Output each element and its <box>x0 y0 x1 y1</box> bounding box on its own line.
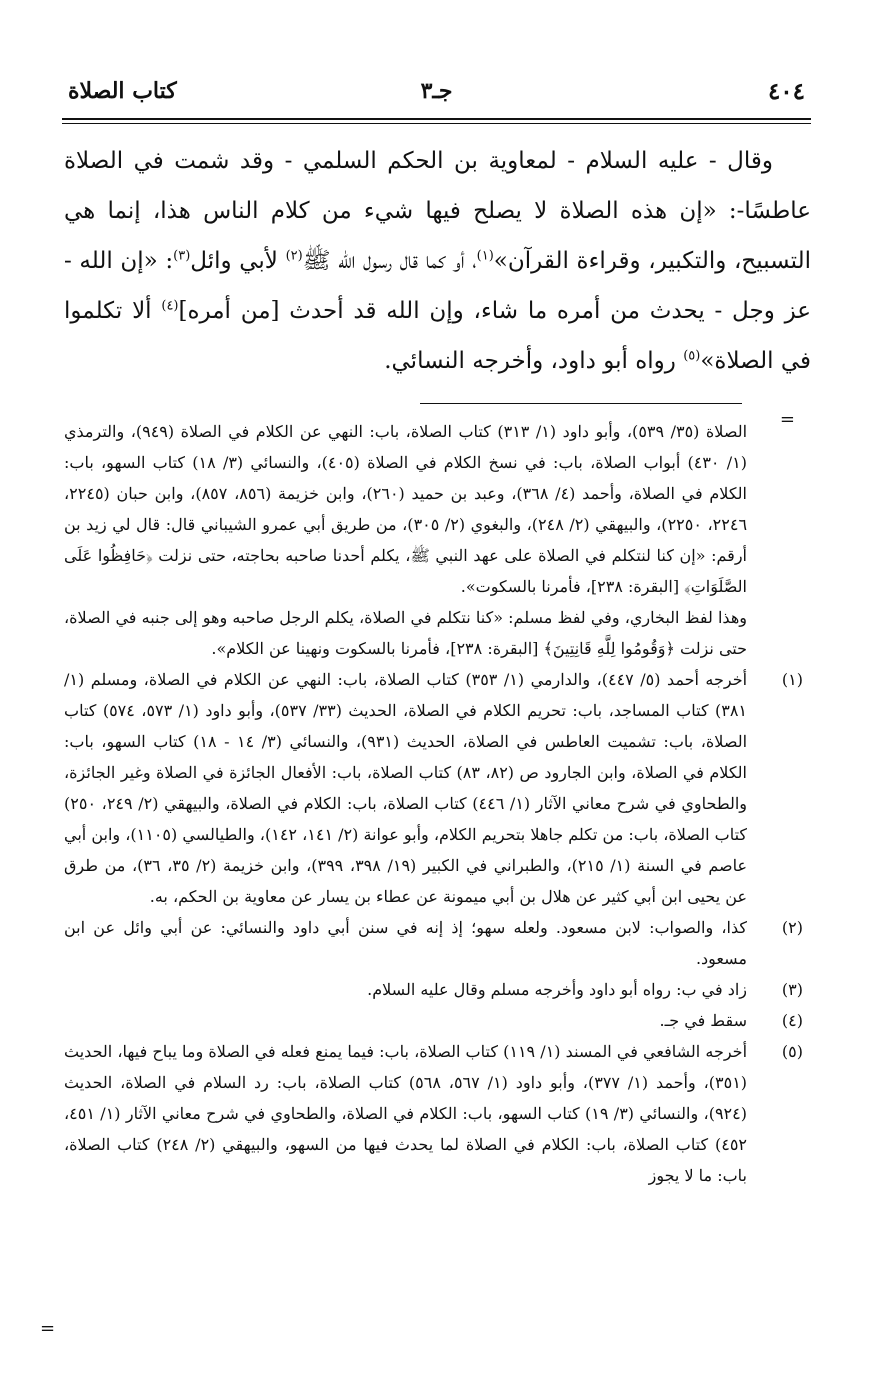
footnote-ref: (٤) <box>161 298 179 314</box>
header-rule-thin <box>62 123 811 124</box>
footnote-item <box>64 664 811 912</box>
continuation-mark: = <box>779 409 795 430</box>
main-text <box>64 136 811 386</box>
header-rule <box>62 118 811 120</box>
main-text-segment: ، أو كما قال رسول الله ﷺ <box>302 248 477 274</box>
footnote-number: (٣) <box>781 980 803 999</box>
footnote-ref: (٥) <box>683 348 701 364</box>
footnote-number: (٤) <box>781 1011 803 1030</box>
footnote-number: (٥) <box>781 1042 803 1061</box>
footnote-separator <box>420 403 742 404</box>
chapter-title: كتاب الصلاة <box>68 78 177 104</box>
main-text-segment: ألا تكلموا في الصلاة» <box>64 298 811 374</box>
main-text-segment: : «إن الله - عز وجل - يحدث من أمره ما شاء، وإن الله قد أحدث [من أمره] <box>64 248 811 324</box>
footnote-item <box>64 1036 811 1191</box>
footnote-item <box>64 1005 811 1036</box>
volume-label: جـ٣ <box>420 78 453 104</box>
main-text-segment: لأبي وائل <box>190 248 286 274</box>
footnote-continuation <box>64 416 747 664</box>
footnote-ref: (٢) <box>285 248 303 264</box>
main-text-segment: رواه أبو داود، وأخرجه النسائي. <box>384 348 684 374</box>
footnote-ref: (١) <box>476 248 494 264</box>
footnotes <box>64 416 811 1336</box>
footnote-item <box>64 912 811 974</box>
footnote-text: أخرجه أحمد (٥/ ٤٤٧)، والدارمي (١/ ٣٥٣) كتاب الصلاة، باب: النهي عن الكلام في الصلاة، ومسلم (١/ ٣٨١) كتاب المساجد، باب: تحريم الكلام في الصلاة، الحديث (٣٣/ ٥٣٧)، وأبو داود (١/ ٥٧٣، ٥٧٤) كتاب الصلاة، باب: تشميت العاطس في الصلاة، الحديث (٩٣١)، والنسائي (٣/ ١٤ - ١٨) كتاب السهو، باب: الكلام في الصلاة، وابن الجارود ص (٨٢، ٨٣) كتاب الصلاة، باب: الأفعال الجائزة في الصلاة وغير الجائزة، والطحاوي في شرح معاني الآثار (١/ ٤٤٦) كتاب الصلاة، باب: الكلام في الصلاة، والبيهقي (٢/ ٢٤٩، ٢٥٠) كتاب الصلاة، باب: من تكلم جاهلا بتحريم الكلام، وأبو عوانة (٢/ ١٤١، ١٤٢)، والطيالسي (١١٠٥)، وابن أبي عاصم في السنة (١/ ٢١٥)، والطبراني في الكبير (١٩/ ٣٩٨، ٣٩٩)، وابن خزيمة (٢/ ٣٥، ٣٦)، من طرق عن يحيى ابن أبي كثير عن هلال بن أبي ميمونة عن عطاء بن يسار عن معاوية بن الحكم، به. <box>64 670 748 906</box>
page-header <box>62 74 811 114</box>
footnote-text: كذا، والصواب: لابن مسعود. ولعله سهو؛ إذ إنه في سنن أبي داود والنسائي: عن أبي وائل عن ابن مسعود. <box>64 918 747 968</box>
footnote-item <box>64 974 811 1005</box>
footnote-text: أخرجه الشافعي في المسند (١/ ١١٩) كتاب الصلاة، باب: فيما يمنع فعله في الصلاة وما يباح فيها، الحديث (٣٥١)، وأحمد (١/ ٣٧٧)، وأبو داود (١/ ٥٦٧، ٥٦٨) كتاب الصلاة، باب: رد السلام في الصلاة، الحديث (٩٢٤)، والنسائي (٣/ ١٩) كتاب السهو، باب: الكلام في الصلاة، والطحاوي في شرح معاني الآثار (١/ ٤٥١، ٤٥٢) كتاب الصلاة، باب: الكلام في الصلاة لما يحدث فيها من السهو، والبيهقي (٢/ ٢٤٨) كتاب الصلاة، باب: ما لا يجوز <box>64 1042 748 1185</box>
footnote-ref: (٣) <box>173 248 191 264</box>
page-number: ٤٠٤ <box>767 78 805 105</box>
continuation-mark-end: = <box>40 1318 56 1339</box>
footnote-continuation-text: وهذا لفظ البخاري، وفي لفظ مسلم: «كنا نتكلم في الصلاة، يكلم الرجل صاحبه وهو إلى جنبه في الصلاة، حتى نزلت ﴿وَقُومُوا لِلَّهِ قَانِتِينَ﴾ [البقرة: ٢٣٨]، فأمرنا بالسكوت ونهينا عن الكلام». <box>64 608 747 658</box>
footnote-text: زاد في ب: رواه أبو داود وأخرجه مسلم وقال عليه السلام. <box>367 980 747 999</box>
footnote-number: (١) <box>781 670 803 689</box>
footnote-number: (٢) <box>781 918 803 937</box>
footnote-continuation-text: الصلاة (٣٥/ ٥٣٩)، وأبو داود (١/ ٣١٣) كتاب الصلاة، باب: النهي عن الكلام في الصلاة (٩٤٩)، والترمذي (١/ ٤٣٠) أبواب الصلاة، باب: في نسخ الكلام في الصلاة (٤٠٥)، والنسائي (٣/ ١٨) كتاب السهو، باب: الكلام في الصلاة، وأحمد (٤/ ٣٦٨)، وعبد بن حميد (٢٦٠)، وابن خزيمة (٨٥٦، ٨٥٧)، وابن حبان (٢٢٤٥، ٢٢٤٦، ٢٢٥٠)، والبيهقي (٢/ ٢٤٨)، والبغوي (٢/ ٣٠٥)، من طريق أبي عمرو الشيباني قال: قال لي زيد بن أرقم: «إن كنا لنتكلم في الصلاة على عهد النبي ﷺ، يكلم أحدنا صاحبه بحاجته، حتى نزلت ﴿حَافِظُوا عَلَى الصَّلَوَاتِ﴾ [البقرة: ٢٣٨]، فأمرنا بالسكوت». <box>64 422 748 596</box>
main-text-segment: وقال - عليه السلام - لمعاوية بن الحكم السلمي - وقد شمت في الصلاة عاطسًا-: «إن هذه الصلاة لا يصلح فيها شيء من كلام الناس هذا، إنما هي التسبيح، والتكبير، وقراءة القرآن» <box>64 148 811 274</box>
main-paragraph <box>64 136 811 386</box>
footnote-text: سقط في جـ. <box>659 1011 747 1030</box>
